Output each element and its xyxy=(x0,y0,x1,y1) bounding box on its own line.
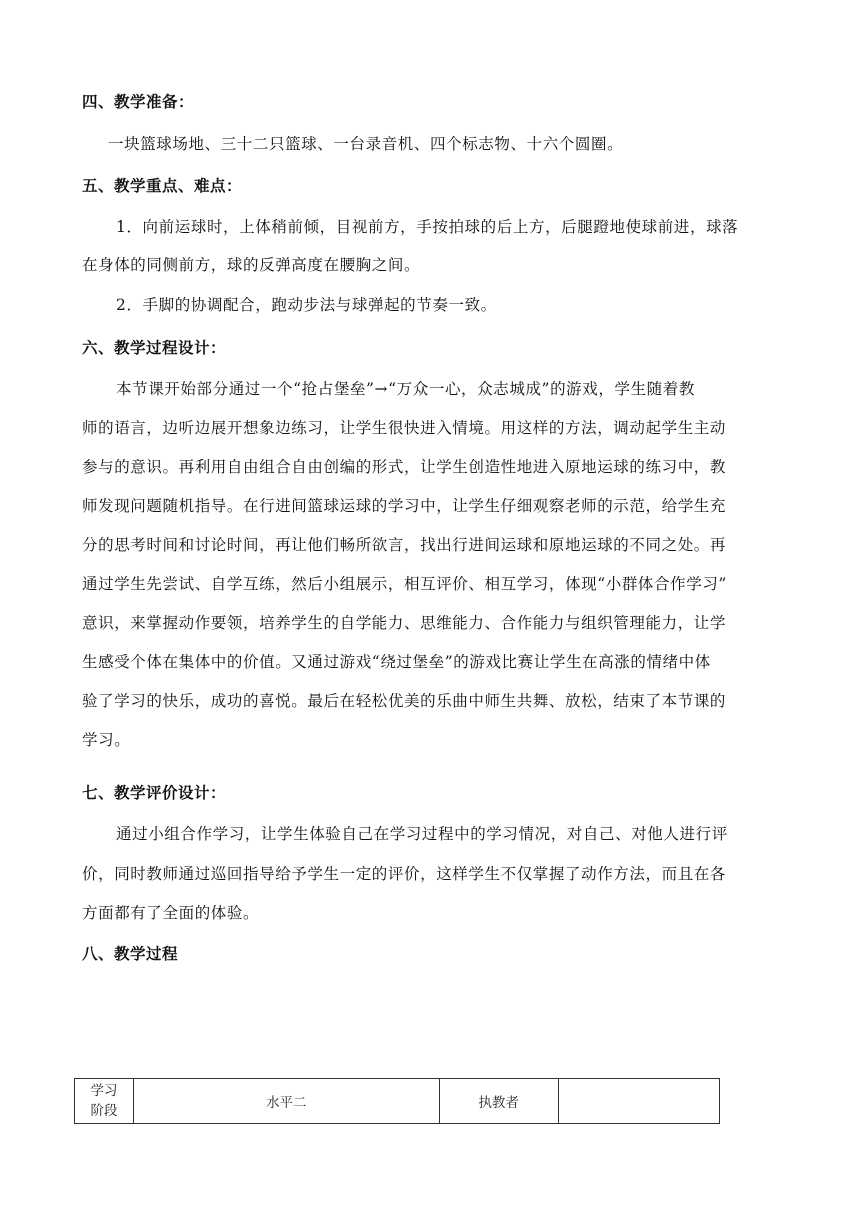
section7-line: 方面都有了全面的体验。 xyxy=(82,904,260,922)
stage-label-line2: 阶段 xyxy=(90,1103,118,1119)
section4-body: 一块篮球场地、三十二只篮球、一台录音机、四个标志物、十六个圆圈。 xyxy=(108,135,624,153)
stage-value-cell: 水平二 xyxy=(134,1079,439,1124)
lesson-info-table xyxy=(74,1078,720,1124)
teacher-label-cell: 执教者 xyxy=(439,1079,558,1124)
section6-line: 参与的意识。再利用自由组合自由创编的形式，让学生创造性地进入原地运球的练习中，教 xyxy=(82,458,727,476)
section6-line: 本节课开始部分通过一个“抢占堡垒”→“万众一心，众志城成”的游戏，学生随着教 xyxy=(116,380,695,398)
section6-line: 师的语言，边听边展开想象边练习，让学生很快进入情境。用这样的方法，调动起学生主动 xyxy=(82,419,727,437)
section6-line: 学习。 xyxy=(82,731,131,749)
section7-heading: 七、教学评价设计： xyxy=(82,784,227,802)
section7-line: 通过小组合作学习，让学生体验自己在学习过程中的学习情况，对自己、对他人进行评 xyxy=(116,825,728,843)
section8-heading: 八、教学过程 xyxy=(82,945,179,963)
section7-line: 价，同时教师通过巡回指导给予学生一定的评价，这样学生不仅掌握了动作方法，而且在各 xyxy=(82,865,727,883)
teacher-value-cell xyxy=(558,1079,719,1124)
table-row xyxy=(75,1079,720,1124)
section6-line: 生感受个体在集体中的价值。又通过游戏“绕过堡垒”的游戏比赛让学生在高涨的情绪中体 xyxy=(82,653,711,671)
section6-heading: 六、教学过程设计： xyxy=(82,339,227,357)
section6-line: 分的思考时间和讨论时间，再让他们畅所欲言，找出行进间运球和原地运球的不同之处。再 xyxy=(82,536,727,554)
section6-line: 验了学习的快乐，成功的喜悦。最后在轻松优美的乐曲中师生共舞、放松，结束了本节课的 xyxy=(82,692,727,710)
section4-heading: 四、教学准备： xyxy=(82,93,195,111)
section5-heading: 五、教学重点、难点： xyxy=(82,177,243,195)
stage-label-cell xyxy=(75,1079,134,1124)
section5-item1-line1: 1．向前运球时，上体稍前倾，目视前方，手按拍球的后上方，后腿蹬地使球前进，球落 xyxy=(116,218,739,236)
section5-item2: 2．手脚的协调配合，跑动步法与球弹起的节奏一致。 xyxy=(116,296,497,314)
stage-label-line1: 学习 xyxy=(90,1083,118,1099)
section5-item1-line2: 在身体的同侧前方，球的反弹高度在腰胸之间。 xyxy=(82,256,421,274)
section6-line: 师发现问题随机指导。在行进间篮球运球的学习中，让学生仔细观察老师的示范，给学生充 xyxy=(82,497,727,515)
section6-line: 意识，来掌握动作要领，培养学生的自学能力、思维能力、合作能力与组织管理能力，让学 xyxy=(82,614,727,632)
section6-line: 通过学生先尝试、自学互练，然后小组展示，相互评价、相互学习，体现“小群体合作学习” xyxy=(82,575,727,593)
